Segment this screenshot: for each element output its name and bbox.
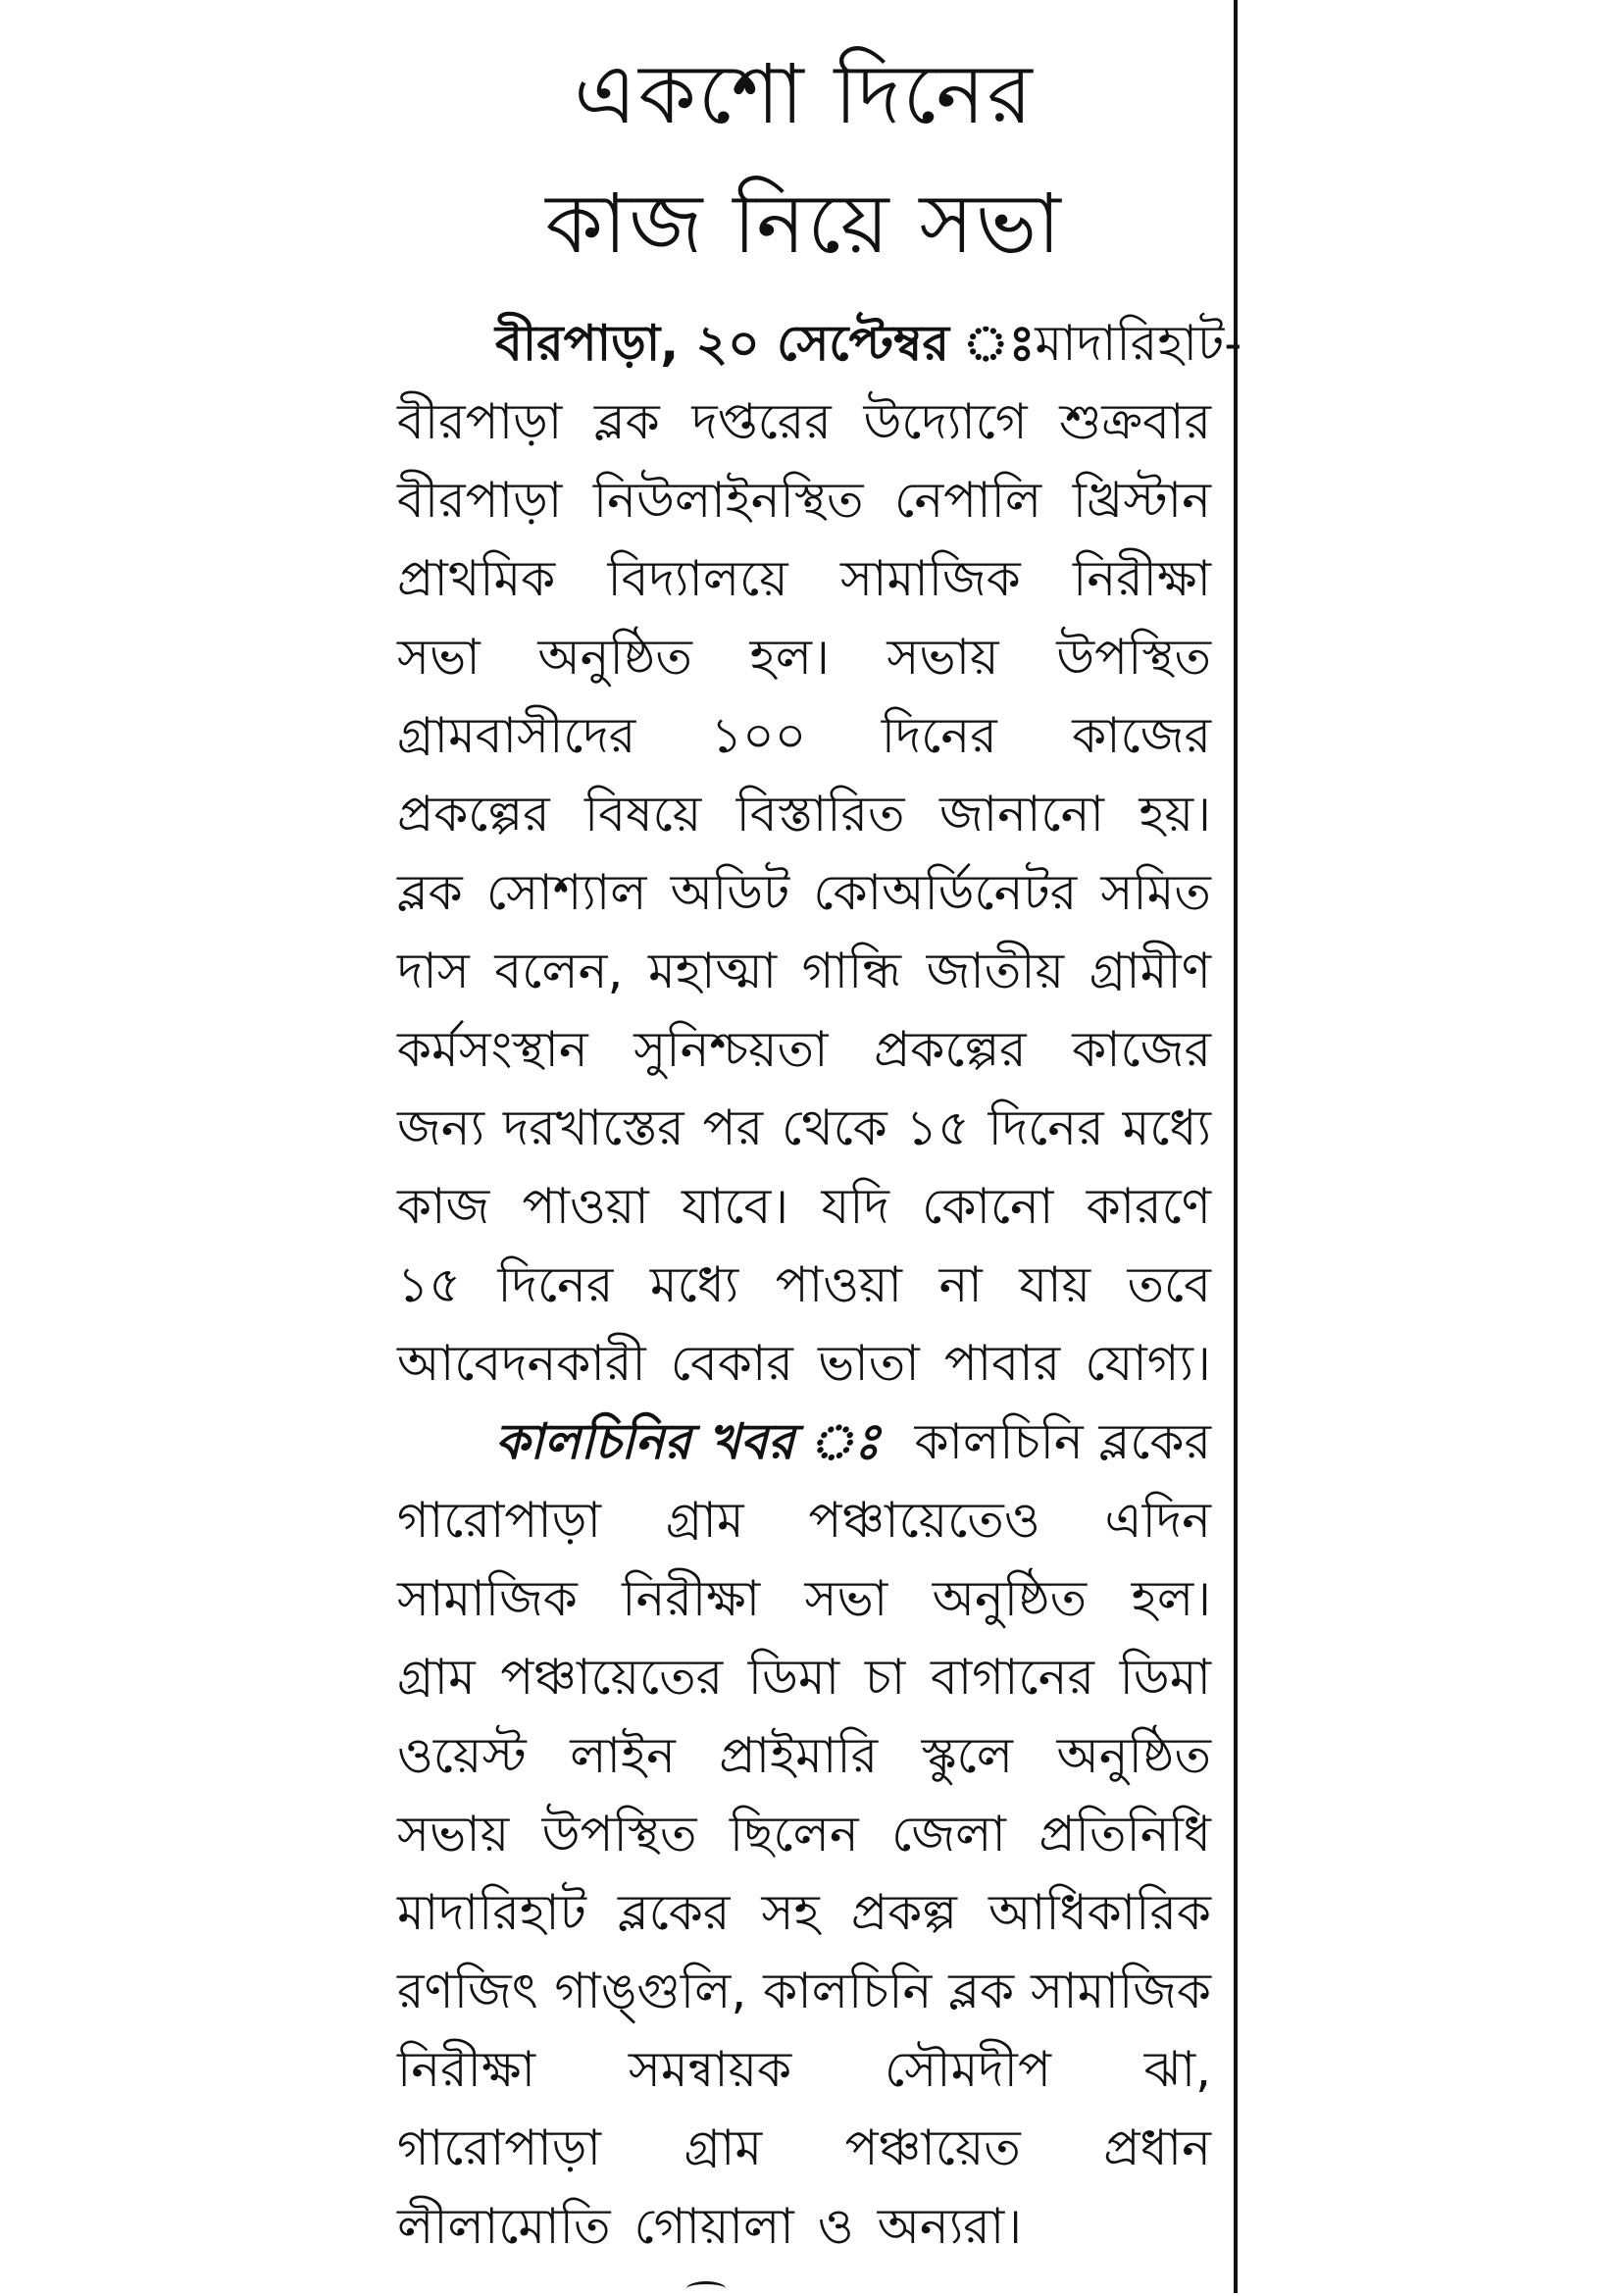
body-word: সোশ্যাল xyxy=(485,864,647,921)
body-line xyxy=(397,539,1211,618)
body-word: ব্লক xyxy=(948,1963,1015,2019)
body-word: পঞ্চায়েতেও xyxy=(808,1492,1040,1549)
body-line xyxy=(397,2030,1211,2109)
body-word: গ্রাম xyxy=(665,1492,744,1549)
body-word: নিউলাইনস্থিত xyxy=(592,472,864,529)
body-word: লাইন xyxy=(570,1727,676,1784)
body-word: সমিত xyxy=(1100,864,1211,921)
body-line xyxy=(397,1481,1211,1559)
body-word: ছিলেন xyxy=(729,1806,859,1862)
body-word: কাজের xyxy=(1072,707,1211,764)
body-line xyxy=(397,696,1211,775)
body-line-text: কালচিনি ব্লকের xyxy=(914,1413,1211,1470)
body-word: শুক্রবার xyxy=(1059,393,1211,450)
body-line xyxy=(397,1089,1211,1167)
body-word: পাওয়া xyxy=(775,1256,902,1313)
news-article xyxy=(397,29,1242,2266)
body-word: মাদারিহাট xyxy=(397,1884,586,1941)
body-word: অনুষ্ঠিত xyxy=(1056,1727,1211,1784)
body-word: সৌমদীপ xyxy=(884,2041,1051,2098)
body-word: পাওয়া xyxy=(522,1178,649,1235)
body-line xyxy=(397,1324,1211,1403)
headline-line-2: কাজ নিয়ে সভা xyxy=(545,176,1063,272)
body-line xyxy=(397,1559,1211,1638)
body-word: যাবে। xyxy=(682,1178,789,1235)
body-word: অনুষ্ঠিত xyxy=(932,1570,1088,1627)
body-word: উদ্যোগে xyxy=(863,393,1028,450)
headline-line-1: একশো দিনের xyxy=(574,46,1035,142)
body-word: হয়। xyxy=(1139,786,1211,842)
body-word: প্রধান xyxy=(1103,2119,1211,2176)
body-word: ব্লক xyxy=(593,393,660,450)
body-word: সামাজিক xyxy=(839,550,1021,607)
body-word: গারোপাড়া xyxy=(397,2119,601,2176)
body-word: সভা xyxy=(804,1570,888,1627)
body-word: দিনের xyxy=(988,1099,1104,1156)
body-word: আধিকারিক xyxy=(988,1884,1211,1941)
body-word: দিনের xyxy=(497,1256,614,1313)
body-line xyxy=(397,1167,1211,1246)
body-line xyxy=(397,932,1211,1010)
next-article-fragment-mark xyxy=(686,2281,726,2296)
body-word: ওয়েস্ট xyxy=(397,1727,527,1784)
body-word: জেলা xyxy=(891,1806,1006,1862)
body-word: লীলামোতি xyxy=(397,2198,611,2255)
body-word: নেপালি xyxy=(894,472,1042,529)
body-word: গ্রাম xyxy=(397,1649,476,1706)
body-word: নিরীক্ষা xyxy=(1073,550,1211,607)
body-word: জন্য xyxy=(397,1099,485,1156)
body-word: দরখাস্তের xyxy=(503,1099,684,1156)
body-line xyxy=(397,304,1242,383)
body-word: বলেন, xyxy=(494,943,624,999)
body-word: নিরীক্ষা xyxy=(397,2041,535,2098)
body-word: গ্রামবাসীদের xyxy=(397,707,636,764)
body-word: দিনের xyxy=(881,707,997,764)
body-word: পাবার xyxy=(943,1335,1061,1392)
body-word: বিদ্যালয়ে xyxy=(607,550,788,607)
body-word: প্রকল্প xyxy=(850,1884,957,1941)
body-line xyxy=(397,1952,1211,2030)
body-word: ১৫ xyxy=(905,1099,970,1156)
body-word: গোয়ালা xyxy=(633,2198,794,2255)
body-word: কালচিনি xyxy=(763,1963,933,2019)
body-word: ১০০ xyxy=(710,707,807,764)
body-word: বিস্তারিত xyxy=(735,786,905,842)
body-word: অডিট xyxy=(670,864,790,921)
body-word: প্রাথমিক xyxy=(397,550,556,607)
article-subhead: কালচিনির খবর ঃ xyxy=(495,1413,881,1470)
body-word: উপস্থিত xyxy=(541,1806,697,1862)
body-word: না xyxy=(938,1256,983,1313)
body-line xyxy=(397,2109,1211,2187)
body-word: অন্যরা। xyxy=(877,2198,1023,2255)
body-word: প্রতিনিধি xyxy=(1038,1806,1211,1862)
body-word: মধ্যে xyxy=(1122,1099,1211,1156)
body-word: ভাতা xyxy=(817,1335,920,1392)
body-word: গ্রামীণ xyxy=(1089,943,1211,999)
body-word: জাতীয় xyxy=(926,943,1065,999)
body-word: পঞ্চায়েত xyxy=(844,2119,1021,2176)
body-word: ১৫ xyxy=(397,1256,461,1313)
body-word: সহ xyxy=(761,1884,820,1941)
body-word: সামাজিক xyxy=(1031,1963,1211,2019)
body-word: গান্ধি xyxy=(801,943,901,999)
body-word: ডিমা xyxy=(747,1649,840,1706)
body-word: কাজের xyxy=(1072,1021,1211,1078)
body-line-text: মাদারিহাট- xyxy=(1035,315,1242,372)
body-word: মধ্যে xyxy=(649,1256,739,1313)
body-word: গ্রাম xyxy=(684,2119,763,2176)
body-word: পঞ্চায়েতের xyxy=(500,1649,724,1706)
article-dateline: বীরপাড়া, ২০ সেপ্টেম্বর ঃ xyxy=(495,315,1036,372)
body-word: দপ্তরের xyxy=(691,393,832,450)
body-word: সভা xyxy=(397,629,481,686)
body-word: কারণে xyxy=(1086,1178,1211,1235)
body-word: কোনো xyxy=(922,1178,1054,1235)
body-word: বীরপাড়া xyxy=(397,472,563,529)
body-word: নিরীক্ষা xyxy=(622,1570,761,1627)
body-word: কাজ xyxy=(397,1178,490,1235)
body-line xyxy=(397,1246,1211,1324)
body-word: তবে xyxy=(1127,1256,1211,1313)
body-line xyxy=(397,461,1211,539)
body-word: খ্রিস্টান xyxy=(1072,472,1211,529)
body-word: কর্মসংস্থান xyxy=(397,1021,588,1078)
body-line xyxy=(397,1403,1211,1481)
body-word: যদি xyxy=(821,1178,889,1235)
article-body xyxy=(397,304,1242,2266)
body-word: সমন্বায়ক xyxy=(628,2041,792,2098)
body-word: স্কুলে xyxy=(921,1727,1013,1784)
body-word: ব্লকের xyxy=(617,1884,731,1941)
body-line xyxy=(397,1795,1211,1873)
body-word: যোগ্য। xyxy=(1085,1335,1211,1392)
body-word: জানানো xyxy=(938,786,1104,842)
body-word: কোঅর্ডিনেটর xyxy=(813,864,1078,921)
body-word: ব্লক xyxy=(397,864,463,921)
body-word: প্রকল্পের xyxy=(874,1021,1027,1078)
body-line xyxy=(397,1010,1211,1089)
body-line xyxy=(397,853,1211,932)
article-headline xyxy=(397,29,1211,288)
body-word: বেকার xyxy=(670,1335,793,1392)
body-word: সভায় xyxy=(397,1806,510,1862)
body-line xyxy=(397,383,1211,461)
body-word: উপস্থিত xyxy=(1056,629,1211,686)
body-word: আবেদনকারী xyxy=(397,1335,646,1392)
body-word: বীরপাড়া xyxy=(397,393,563,450)
body-word: প্রাইমারি xyxy=(719,1727,879,1784)
body-word: এদিন xyxy=(1104,1492,1211,1549)
body-word: দাস xyxy=(397,943,470,999)
body-word: চা xyxy=(864,1649,906,1706)
body-word: রণজিৎ xyxy=(397,1963,538,2019)
body-word: বাগানের xyxy=(930,1649,1094,1706)
body-line xyxy=(397,1716,1211,1795)
body-word: থেকে xyxy=(782,1099,887,1156)
body-word: ডিমা xyxy=(1119,1649,1211,1706)
body-word: সুনিশ্চয়তা xyxy=(633,1021,829,1078)
body-word: হল। xyxy=(1131,1570,1211,1627)
body-word: প্রকল্পের xyxy=(397,786,550,842)
body-word: যায় xyxy=(1019,1256,1091,1313)
body-line xyxy=(397,1873,1211,1952)
body-line xyxy=(397,1638,1211,1716)
body-word: গাঙ্গুলি, xyxy=(554,1963,747,2019)
body-line xyxy=(397,775,1211,853)
body-word: হল। xyxy=(749,629,830,686)
body-word: সামাজিক xyxy=(397,1570,578,1627)
body-word: বিষয়ে xyxy=(583,786,702,842)
body-word: ঝা, xyxy=(1143,2041,1211,2098)
body-word: গারোপাড়া xyxy=(397,1492,601,1549)
body-word: সভায় xyxy=(886,629,999,686)
body-line xyxy=(397,2187,1211,2266)
body-word: মহাত্মা xyxy=(647,943,778,999)
body-line xyxy=(397,618,1211,696)
body-word: অনুষ্ঠিত xyxy=(537,629,692,686)
body-word: ও xyxy=(817,2198,854,2255)
body-word: পর xyxy=(702,1099,764,1156)
